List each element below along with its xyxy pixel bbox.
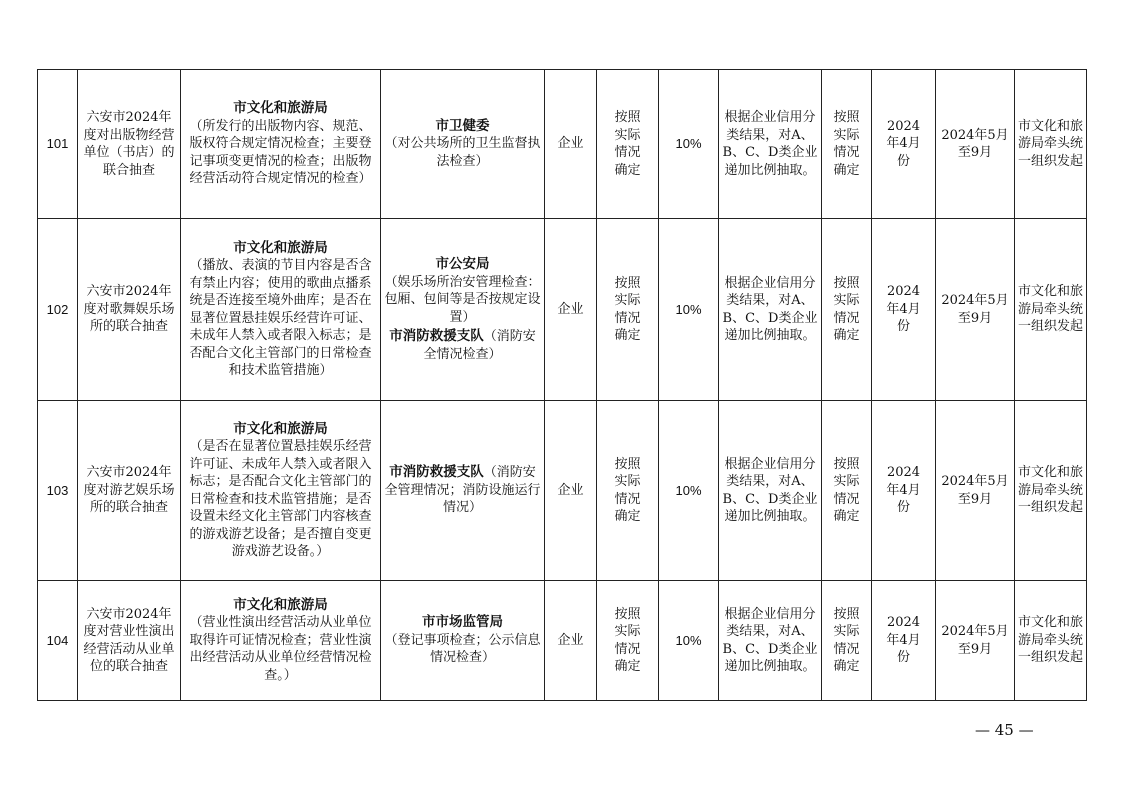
start-time: 2024年4月份 [872,219,936,401]
coop-department: 市卫健委 [435,117,490,134]
coop-department: 市市场监管局 [422,614,503,631]
sampling-count: 按照实际情况确定 [822,70,872,219]
lead-department-cell [181,581,381,701]
sampling-ratio: 10% [659,581,719,701]
lead-department-cell [181,219,381,401]
page-number: — 45 — [975,721,1034,739]
inspection-target: 企业 [545,219,597,401]
sampling-basis: 根据企业信用分类结果，对A、B、C、D类企业递加比例抽取。 [719,70,822,219]
coop-department: 市公安局 [435,256,490,272]
table-row [38,581,1087,701]
lead-department-cell [181,70,381,219]
sampling-basis: 根据企业信用分类结果，对A、B、C、D类企业递加比例抽取。 [719,581,822,701]
inspection-method: 按照实际情况确定 [597,70,659,219]
lead-department: 市文化和旅游局 [233,420,328,437]
lead-content: （营业性演出经营活动从业单位取得许可证情况检查；营业性演出经营活动从业单位经营情况检查。） [189,615,372,683]
inspection-target: 企业 [545,401,597,581]
table-row [38,70,1087,219]
coop-content: （消防安全管理情况；消防设施运行情况） [384,465,541,516]
table-row [38,219,1087,401]
remark: 市文化和旅游局牵头统一组织发起 [1015,401,1087,581]
lead-department-cell [181,401,381,581]
sampling-ratio: 10% [659,219,719,401]
coop-entry [384,464,541,517]
start-time: 2024年4月份 [872,70,936,219]
lead-department: 市文化和旅游局 [233,100,328,117]
inspection-method: 按照实际情况确定 [597,401,659,581]
remark: 市文化和旅游局牵头统一组织发起 [1015,581,1087,701]
cooperating-department-cell [381,70,545,219]
sampling-ratio: 10% [659,70,719,219]
lead-content: （是否在显著位置悬挂娱乐经营许可证、未成年人禁入或者限入标志；是否配合文化主管部门的日常检查和技术监管措施；是否设置未经文化主管部门内容核查的游戏游艺设备；是否擅自变更游戏游艺设备。） [189,439,372,559]
remark: 市文化和旅游局牵头统一组织发起 [1015,70,1087,219]
task-name: 六安市2024年度对营业性演出经营活动从业单位的联合抽查 [78,581,181,701]
task-name: 六安市2024年度对出版物经营单位（书店）的联合抽查 [78,70,181,219]
inspection-target: 企业 [545,70,597,219]
table-row [38,401,1087,581]
lead-department: 市文化和旅游局 [233,596,328,613]
row-number: 101 [38,70,78,219]
inspection-method: 按照实际情况确定 [597,219,659,401]
start-time: 2024年4月份 [872,581,936,701]
inspection-period: 2024年5月至9月 [936,70,1015,219]
inspection-period: 2024年5月至9月 [936,581,1015,701]
sampling-count: 按照实际情况确定 [822,401,872,581]
inspection-period: 2024年5月至9月 [936,401,1015,581]
coop-content: （登记事项检查；公示信息情况检查） [384,632,541,666]
task-name: 六安市2024年度对游艺娱乐场所的联合抽查 [78,401,181,581]
row-number: 103 [38,401,78,581]
cooperating-department-cell [381,401,545,581]
coop-content: （对公共场所的卫生监督执法检查） [384,136,541,169]
lead-content: （播放、表演的节目内容是否含有禁止内容；使用的歌曲点播系统是否连接至境外曲库；是否在显著位置悬挂娱乐经营许可证、未成年人禁入或者限入标志；是否配合文化主管部门的日常检查和技术监管措施） [189,258,372,378]
cooperating-department-cell [381,581,545,701]
inspection-method: 按照实际情况确定 [597,581,659,701]
lead-department: 市文化和旅游局 [233,239,328,256]
coop-department: 市消防救援支队 [389,464,484,481]
inspection-table [37,69,1087,701]
sampling-ratio: 10% [659,401,719,581]
start-time: 2024年4月份 [872,401,936,581]
sampling-basis: 根据企业信用分类结果，对A、B、C、D类企业递加比例抽取。 [719,401,822,581]
sampling-basis: 根据企业信用分类结果，对A、B、C、D类企业递加比例抽取。 [719,219,822,401]
coop-content: （娱乐场所治安管理检查：包厢、包间等是否按规定设置） [384,274,541,325]
inspection-period: 2024年5月至9月 [936,219,1015,401]
row-number: 102 [38,219,78,401]
inspection-target: 企业 [545,581,597,701]
coop-content: （消防安全情况检查） [423,329,536,362]
coop-department: 市消防救援支队 [389,328,484,344]
row-number: 104 [38,581,78,701]
cooperating-department-cell [381,219,545,401]
task-name: 六安市2024年度对歌舞娱乐场所的联合抽查 [78,219,181,401]
sampling-count: 按照实际情况确定 [822,219,872,401]
coop-entry [384,328,541,363]
lead-content: （所发行的出版物内容、规范、版权符合规定情况检查；主要登记事项变更情况的检查；出版物经营活动符合规定情况的检查） [189,118,372,187]
remark: 市文化和旅游局牵头统一组织发起 [1015,219,1087,401]
sampling-count: 按照实际情况确定 [822,581,872,701]
